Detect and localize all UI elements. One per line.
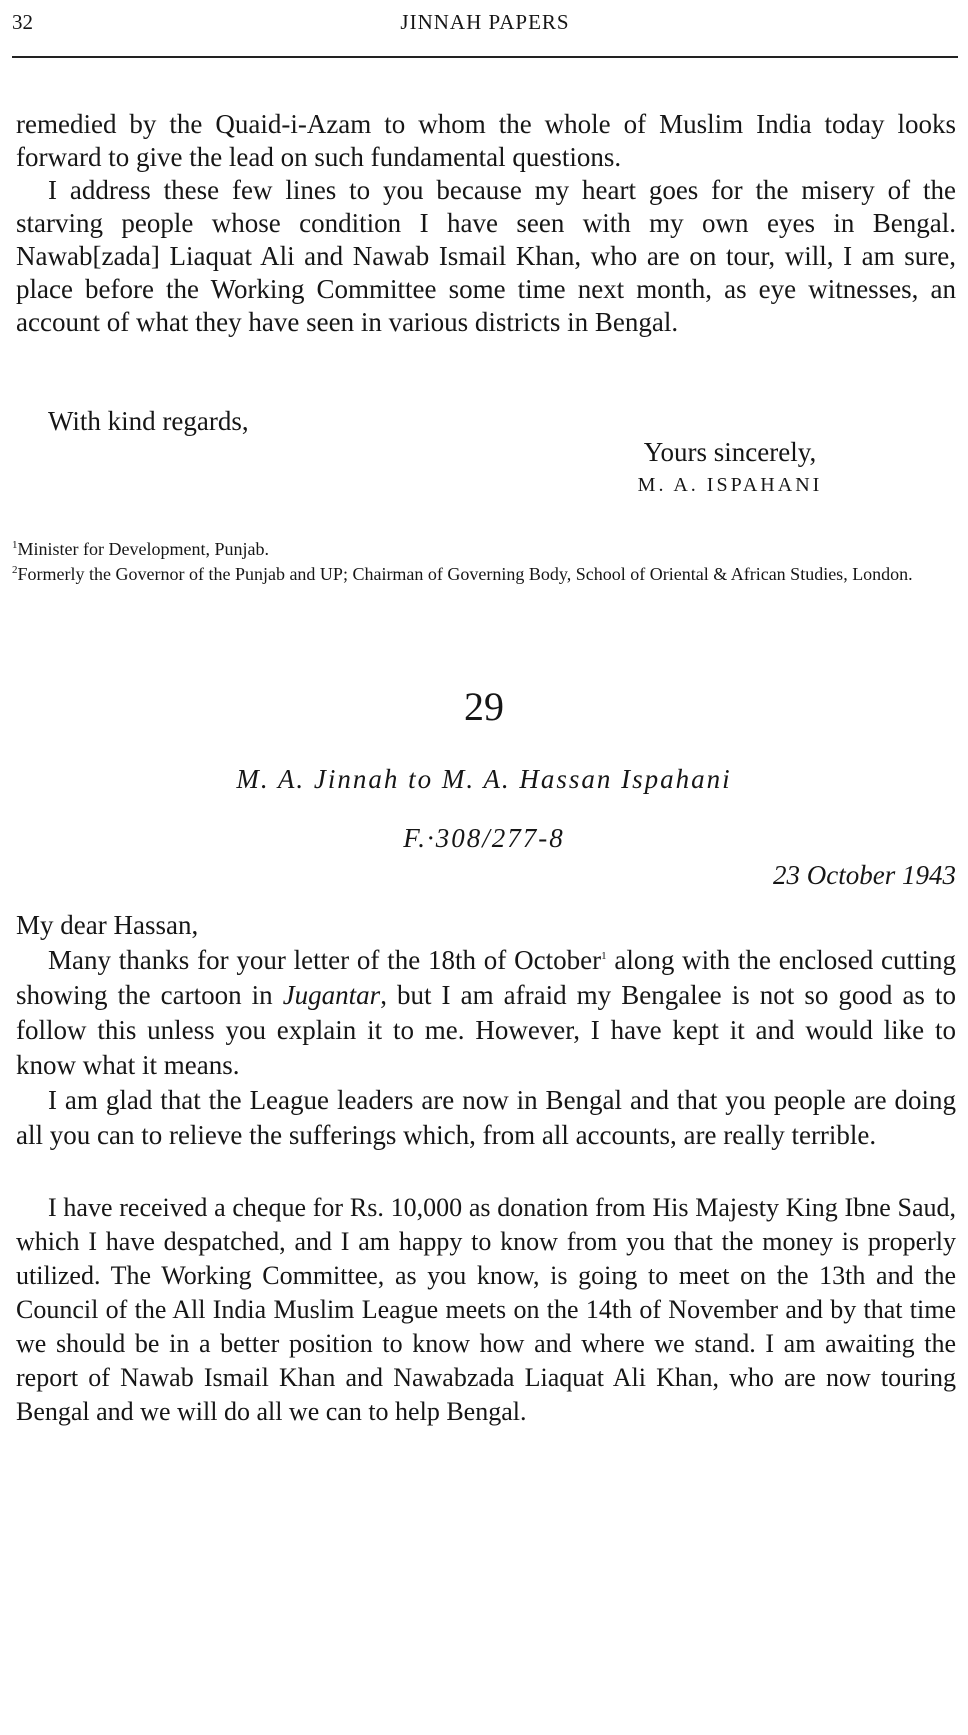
page-number: 32 [12, 10, 33, 34]
paragraph: I address these few lines to you because my heart goes for the misery of the starving people whose condition I have seen with my own eyes in Bengal. Nawab[zada] Liaquat Ali and Nawab Ismail Khan, who are on tour, will, I am sure, place before the Working Committee some time next month, as eye witnesses, an account of what they have seen in various districts in Bengal. [16, 175, 956, 337]
footnote-text: Formerly the Governor of the Punjab and UP; Chairman of Governing Body, School of Oriental & African Studies, London. [17, 564, 913, 584]
header-rule [12, 56, 958, 58]
text-run: Many thanks for your letter of the 18th of October [48, 945, 602, 975]
document-heading: M. A. Jinnah to M. A. Hassan Ispahani [236, 764, 732, 794]
paragraph [16, 943, 956, 1083]
signature-block [600, 436, 860, 502]
document-date: 23 October 1943 [773, 860, 956, 890]
book-title: JINNAH PAPERS [400, 10, 570, 34]
signatory-name: M. A. ISPAHANI [637, 474, 823, 496]
footnote-mark: 1 [12, 539, 18, 551]
text-run: along with the enclosed cutting showing the cartoon in [16, 945, 956, 1010]
paragraph: I have received a cheque for Rs. 10,000 as donation from His Majesty King Ibne Saud, which I have despatched, and I am happy to know from you that the money is properly utilized. The Working Committee, as you know, is going to meet on the 13th and the Council of the All India Muslim League meets on the 14th of November and by that time we should be in a better position to know how and where we stand. I am awaiting the report of Nawab Ismail Khan and Nawabzada Liaquat Ali Khan, who are now touring Bengal and we will do all we can to help Bengal. [16, 1193, 956, 1426]
footnote-text: Minister for Development, Punjab. [17, 539, 269, 559]
signoff: Yours sincerely, [643, 437, 817, 467]
salutation: My dear Hassan, [16, 910, 199, 940]
footnote [12, 562, 958, 587]
footnote [12, 537, 958, 562]
text-run: , but I am afraid my Bengalee is not so good as to follow this unless you explain it to me. However, I have kept it and would like to know what it means. [16, 980, 956, 1080]
footnotes [12, 537, 958, 587]
running-head [12, 6, 958, 46]
footnote-mark: 1 [601, 950, 607, 962]
letter-body-continued [16, 1191, 956, 1429]
paragraph: I am glad that the League leaders are now in Bengal and that you people are doing all you can to relieve the sufferings which, from all accounts, are really terrible. [16, 1085, 956, 1150]
newspaper-title: Jugantar [282, 980, 381, 1010]
closing: With kind regards, [48, 406, 249, 436]
document-reference: F.·308/277-8 [403, 823, 565, 853]
paragraph: remedied by the Quaid-i-Azam to whom the whole of Muslim India today looks forward to give the lead on such fundamental questions. [16, 109, 956, 172]
letter-body [16, 908, 956, 1153]
footnote-mark: 2 [12, 564, 18, 576]
previous-letter-continuation [16, 108, 956, 339]
document-number: 29 [464, 684, 504, 729]
closing-block [16, 405, 956, 438]
